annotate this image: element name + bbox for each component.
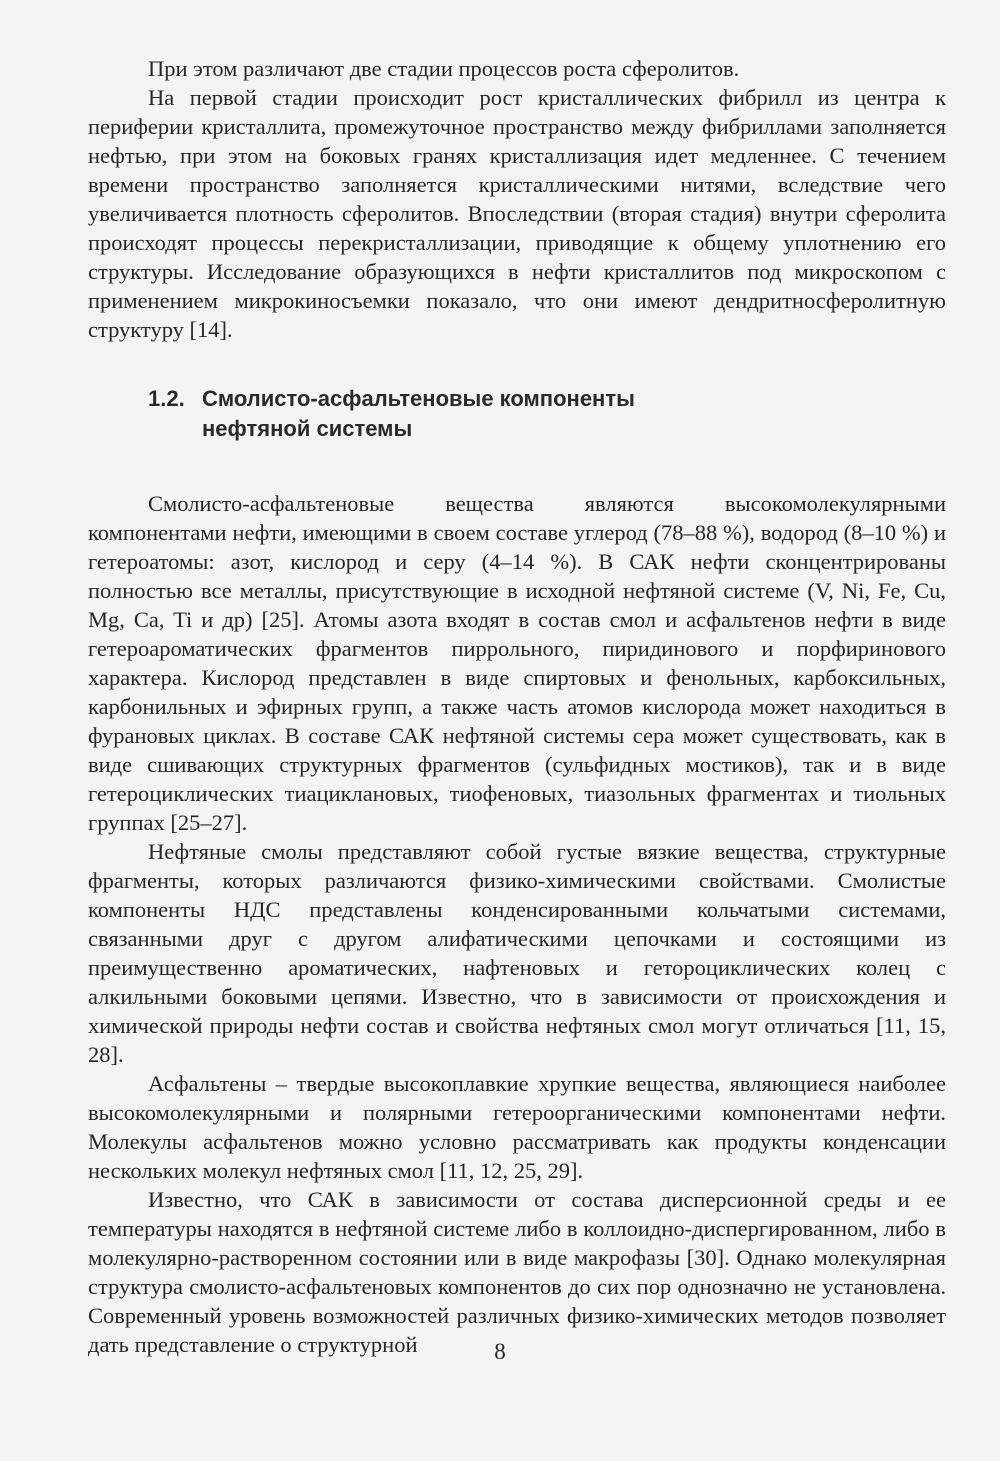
page-body: [88, 54, 946, 1359]
paragraph-resins: Нефтяные смолы представляют собой густые вязкие вещества, структурные фрагменты, которых различаются физико-химическими свойствами. Смолистые компоненты НДС представлены конденсированными кольчатыми системами, связанными друг с другом алифатическими цепочками и состоящими из преимущественно ароматических, нафтеновых и гетороциклических колец с алкильными боковыми цепями. Известно, что в зависимости от происхождения и химической природы нефти состав и свойства нефтяных смол могут отличаться [11, 15, 28].: [88, 839, 946, 1067]
paragraph-spherulite-stages: При этом различают две стадии процессов роста сферолитов.: [148, 56, 740, 81]
section-title-line2: нефтяной системы: [202, 416, 413, 441]
section-heading: [88, 384, 946, 444]
section-title-line1: Смолисто-асфальтеновые компоненты: [202, 386, 635, 411]
paragraph-first-stage: На первой стадии происходит рост кристаллических фибрилл из центра к периферии кристаллита, промежуточное пространство между фибриллами заполняется нефтью, при этом на боковых гранях кристаллизация идет медленнее. С течением времени пространство заполняется кристаллическими нитями, вследствие чего увеличивается плотность сферолитов. Впоследствии (вторая стадия) внутри сферолита происходят процессы перекристаллизации, приводящие к общему уплотнению его структуры. Исследование образующихся в нефти кристаллитов под микроскопом с применением микрокиносъемки показало, что они имеют дендритносферолитную структуру [14].: [88, 85, 946, 342]
paragraph-asphaltenes: Асфальтены – твердые высокоплавкие хрупкие вещества, являющиеся наиболее высокомолекулярными и полярными гетероорганическими компонентами нефти. Молекулы асфальтенов можно условно рассматривать как продукты конденсации нескольких молекул нефтяных смол [11, 12, 25, 29].: [88, 1071, 946, 1183]
paragraph-sak-composition: Смолисто-асфальтеновые вещества являются высокомолекулярными компонентами нефти, имеющими в своем составе углерод (78–88 %), водород (8–10 %) и гетероатомы: азот, кислород и серу (4–14 %). В САК нефти сконцентрированы полностью все металлы, присутствующие в исходной нефтяной системе (V, Ni, Fe, Cu, Mg, Ca, Ti и др) [25]. Атомы азота входят в состав смол и асфальтенов нефти в виде гетероароматических фрагментов пиррольного, пиридинового и порфиринового характера. Кислород представлен в виде спиртовых и фенольных, карбоксильных, карбонильных и эфирных групп, а также часть атомов кислорода может находиться в фурановых циклах. В составе САК нефтяной системы сера может существовать, как в виде сшивающих структурных фрагментов (сульфидных мостиков), так и в виде гетероциклических тиациклановых, тиофеновых, тиазольных фрагментах и тиольных группах [25–27].: [88, 491, 946, 835]
section-number: 1.2.: [148, 386, 185, 411]
page-number: 8: [494, 1339, 506, 1364]
paragraph-sak-state: Известно, что САК в зависимости от состава дисперсионной среды и ее температуры находятся в нефтяной системе либо в коллоидно-диспергированном, либо в молекулярно-растворенном состоянии или в виде макрофазы [30]. Однако молекулярная структура смолисто-асфальтеновых компонентов до сих пор однозначно не установлена. Современный уровень возможностей различных физико-химических методов позволяет дать представление о структурной: [88, 1187, 946, 1357]
